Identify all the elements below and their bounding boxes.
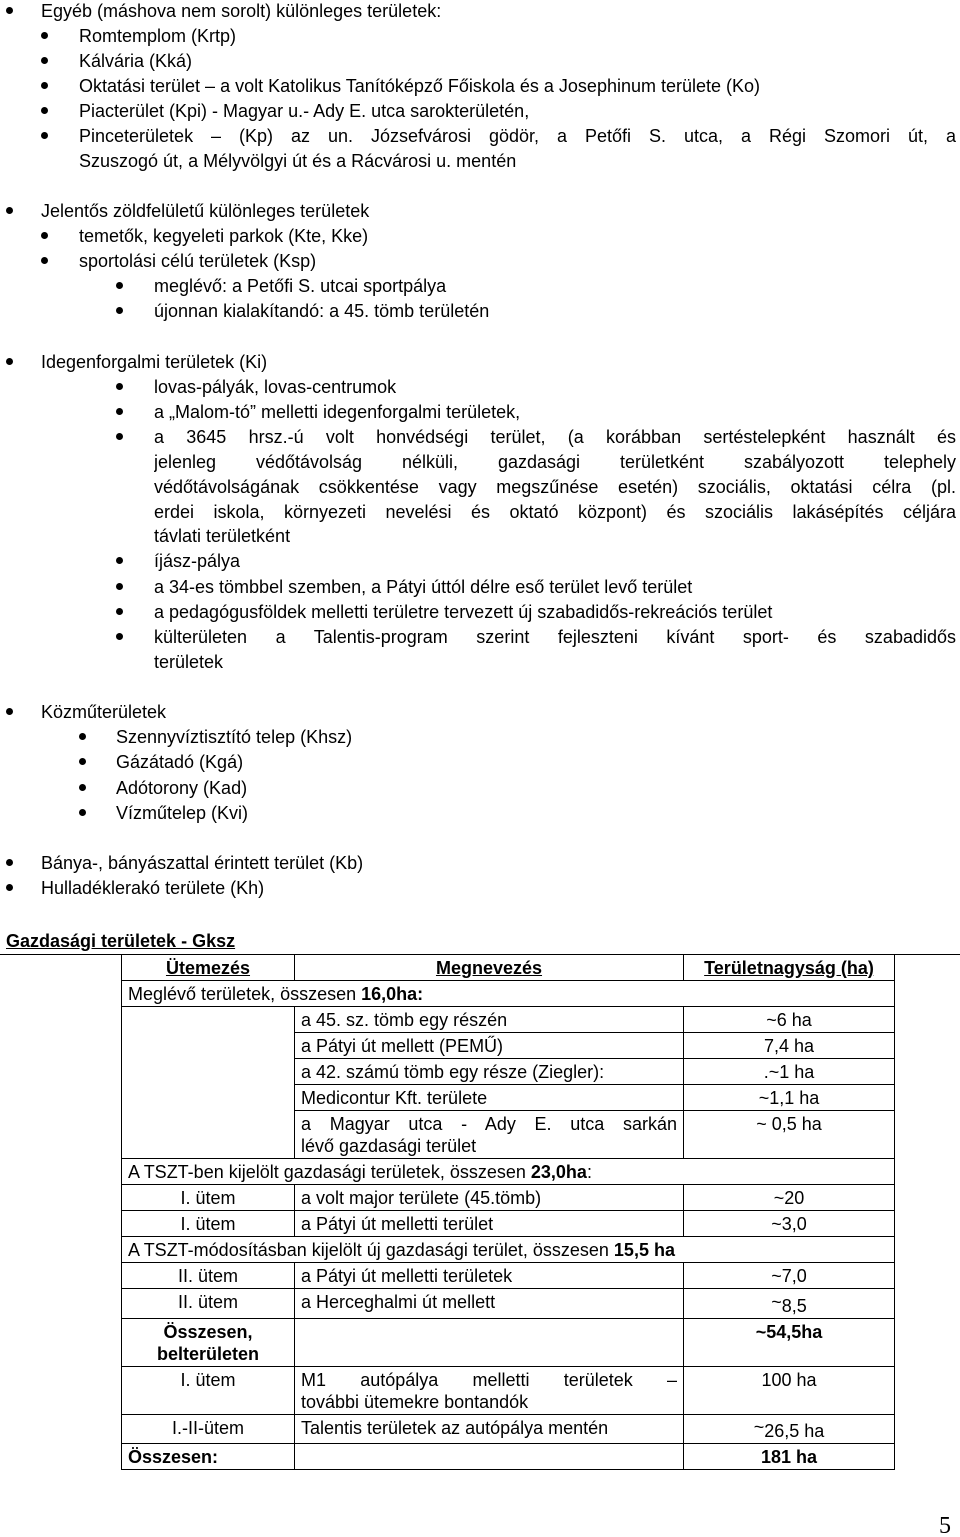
table-row [122, 1367, 895, 1415]
cell-area: ~3,0 [684, 1211, 895, 1237]
cell-name-line: M1 autópálya melletti területek – [301, 1370, 677, 1390]
list-item: a 3645 hrsz.-ú volt honvédségi terület, (a korábban sertéstelepként használt és [154, 427, 956, 447]
cell-area: ~20 [684, 1185, 895, 1211]
table-summary-row [122, 1319, 895, 1367]
list-item-continuation: erdei iskola, környezeti nevelési és oktató központ) és szociális lakásépítés céljára [154, 502, 956, 522]
empty-cell [122, 1085, 295, 1111]
list-item-continuation: jelenleg védőtávolság nélküli, gazdasági területként szabályozott telephely [154, 452, 956, 472]
bullet-icon [41, 257, 48, 264]
list-item: Adótorony (Kad) [116, 778, 248, 798]
cell-area-value: 8,5 [781, 1296, 807, 1316]
bullet-icon [41, 232, 48, 239]
table-group-row [122, 1237, 895, 1263]
cell-area: 7,4 ha [684, 1033, 895, 1059]
group-tszt [122, 1159, 895, 1185]
list-item: Piacterület (Kpi) - Magyar u.- Ady E. utca sarokterületén, [79, 101, 530, 121]
cell-stage: I. ütem [122, 1367, 295, 1415]
list-item: íjász-pálya [154, 551, 241, 571]
bullet-icon [41, 132, 48, 139]
bullet-icon [116, 307, 123, 314]
group-total: 15,5 ha [613, 1240, 675, 1260]
cell-name-line: lévő gazdasági terület [301, 1136, 477, 1156]
empty-cell [122, 1059, 295, 1085]
bullet-icon [116, 608, 123, 615]
cell-name-line: további ütemekre bontandók [301, 1392, 529, 1412]
bullet-icon [6, 207, 13, 214]
table-row [122, 1211, 895, 1237]
header-teruletnagysag: Területnagyság (ha) [684, 955, 895, 981]
cell-stage: I. ütem [122, 1185, 295, 1211]
list-item: sportolási célú területek (Ksp) [79, 251, 317, 271]
list-item: Közműterületek [41, 702, 167, 722]
table-row [122, 1111, 895, 1159]
cell-name: a Pátyi út melletti terület [295, 1211, 684, 1237]
table-summary-row [122, 1444, 895, 1470]
list-item: Gázátadó (Kgá) [116, 752, 244, 772]
bullet-icon [79, 809, 86, 816]
cell-name: a volt major területe (45.tömb) [295, 1185, 684, 1211]
group-total: 16,0ha: [361, 984, 424, 1004]
cell-area: 100 ha [684, 1367, 895, 1415]
bullet-icon [116, 282, 123, 289]
group-tszt-modositas [122, 1237, 895, 1263]
bullet-icon [6, 708, 13, 715]
list-item-continuation: területek [154, 652, 224, 672]
cell-name: a Herceghalmi út mellett [295, 1289, 684, 1319]
bullet-icon [79, 733, 86, 740]
summary-area: ~54,5ha [684, 1319, 895, 1367]
bullet-icon [6, 358, 13, 365]
cell-stage: II. ütem [122, 1263, 295, 1289]
cell-name-line: a Magyar utca - Ady E. utca sarkán [301, 1114, 677, 1134]
cell-area: ~ 0,5 ha [684, 1111, 895, 1159]
group-meglevo [122, 981, 895, 1007]
bullet-icon [41, 107, 48, 114]
group-label: A TSZT-módosításban kijelölt új gazdasági terület, összesen [128, 1240, 614, 1260]
table-row [122, 1007, 895, 1033]
cell-name: Talentis területek az autópálya mentén [295, 1415, 684, 1444]
bullet-icon [116, 408, 123, 415]
table-row [122, 1289, 895, 1319]
summary-label: Összesen, belterületen [122, 1319, 295, 1367]
cell-name [295, 1111, 684, 1159]
list-item: Egyéb (máshova nem sorolt) különleges területek: [41, 1, 442, 21]
empty-cell [122, 1111, 295, 1159]
list-item: újonnan kialakítandó: a 45. tömb területén [154, 301, 490, 321]
table-row [122, 1085, 895, 1111]
list-item: Jelentős zöldfelületű különleges területek [41, 201, 370, 221]
table-row [122, 1415, 895, 1444]
cell-name: a Pátyi út melletti területek [295, 1263, 684, 1289]
table-row [122, 1033, 895, 1059]
list-item: Idegenforgalmi területek (Ki) [41, 352, 268, 372]
cell-name [295, 1367, 684, 1415]
summary-area: 181 ha [684, 1444, 895, 1470]
gazdasagi-teruletek-table [121, 954, 895, 1470]
tilde-mark: ~ [771, 1292, 782, 1312]
cell-name: a 42. számú tömb egy része (Ziegler): [295, 1059, 684, 1085]
list-item: Kálvária (Kká) [79, 51, 193, 71]
table-header-row [122, 955, 895, 981]
list-item: Vízműtelep (Kvi) [116, 803, 249, 823]
bullet-icon [79, 758, 86, 765]
cell-area: ~7,0 [684, 1263, 895, 1289]
list-item-continuation: védőtávolságának csökkentése vagy megszűnése esetén) szociális, oktatási célra (pl. [154, 477, 956, 497]
list-item: meglévő: a Petőfi S. utcai sportpálya [154, 276, 447, 296]
bullet-icon [41, 82, 48, 89]
cell-name: a Pátyi út mellett (PEMŰ) [295, 1033, 684, 1059]
empty-cell [122, 1033, 295, 1059]
header-megnevezes: Megnevezés [295, 955, 684, 981]
cell-area: ~1,1 ha [684, 1085, 895, 1111]
bullet-icon [41, 57, 48, 64]
list-item: Hulladéklerakó területe (Kh) [41, 878, 265, 898]
table-group-row [122, 981, 895, 1007]
bullet-icon [79, 784, 86, 791]
bullet-icon [6, 884, 13, 891]
cell-area: .~1 ha [684, 1059, 895, 1085]
list-item: lovas-pályák, lovas-centrumok [154, 377, 397, 397]
page-number: 5 [939, 1513, 951, 1537]
list-item: Szennyvíztisztító telep (Khsz) [116, 727, 353, 747]
table-row [122, 1185, 895, 1211]
group-label: A TSZT-ben kijelölt gazdasági területek, összesen [128, 1162, 531, 1182]
bullet-icon [6, 7, 13, 14]
bullet-icon [116, 383, 123, 390]
table-row [122, 1059, 895, 1085]
cell-area [684, 1415, 895, 1444]
tilde-mark: ~ [753, 1417, 765, 1437]
list-item-continuation: távlati területként [154, 526, 291, 546]
list-item: Bánya-, bányászattal érintett terület (Kb) [41, 853, 364, 873]
list-item: Oktatási terület – a volt Katolikus Tanítóképző Főiskola és a Josephinum területe (Ko) [79, 76, 761, 96]
list-item: a pedagógusföldek melletti területre tervezett új szabadidős-rekreációs terület [154, 602, 773, 622]
group-label-suffix: : [586, 1162, 592, 1182]
cell-name: Medicontur Kft. területe [295, 1085, 684, 1111]
list-item: a „Malom-tó” melletti idegenforgalmi területek, [154, 402, 521, 422]
list-item: külterületen a Talentis-program szerint fejleszteni kívánt sport- és szabadidős [154, 627, 956, 647]
cell-stage: II. ütem [122, 1289, 295, 1319]
list-item-continuation: Szuszogó út, a Mélyvölgyi út és a Rácvárosi u. mentén [79, 151, 517, 171]
empty-cell [122, 1007, 295, 1033]
bullet-icon [116, 583, 123, 590]
cell-name: a 45. sz. tömb egy részén [295, 1007, 684, 1033]
group-label: Meglévő területek, összesen [128, 984, 362, 1004]
cell-area-value: 26,5 ha [764, 1421, 825, 1441]
list-item: Romtemplom (Krtp) [79, 26, 237, 46]
summary-label: Összesen: [122, 1444, 295, 1470]
bullet-icon [6, 859, 13, 866]
cell-area [684, 1289, 895, 1319]
list-item: Pinceterületek – (Kp) az un. Józsefvárosi gödör, a Petőfi S. utca, a Régi Szomori út, a [79, 126, 956, 146]
bullet-icon [116, 433, 123, 440]
table-row [122, 1263, 895, 1289]
group-total: 23,0ha [530, 1162, 587, 1182]
empty-cell [295, 1319, 684, 1367]
list-item: a 34-es tömbbel szemben, a Pátyi úttól délre eső terület levő terület [154, 577, 693, 597]
section-title: Gazdasági területek - Gksz [6, 931, 236, 951]
cell-stage: I.-II-ütem [122, 1415, 295, 1444]
cell-stage: I. ütem [122, 1211, 295, 1237]
bullet-icon [116, 633, 123, 640]
empty-cell [295, 1444, 684, 1470]
table-group-row [122, 1159, 895, 1185]
bullet-icon [41, 32, 48, 39]
header-utemezes: Ütemezés [122, 955, 295, 981]
bullet-icon [116, 557, 123, 564]
cell-area: ~6 ha [684, 1007, 895, 1033]
list-item: temetők, kegyeleti parkok (Kte, Kke) [79, 226, 369, 246]
